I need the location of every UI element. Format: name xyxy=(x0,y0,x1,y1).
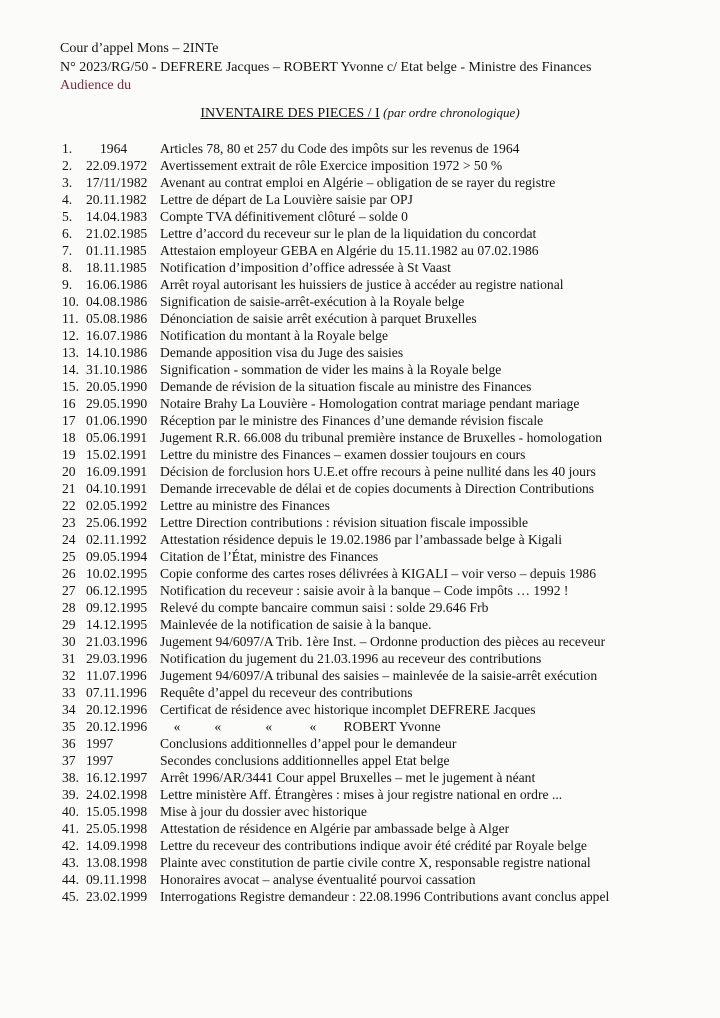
item-number: 30 xyxy=(62,634,76,649)
item-number: 5. xyxy=(62,209,73,224)
document-header xyxy=(60,40,591,96)
item-description: Relevé du compte bancaire commun saisi : solde 29.646 Frb xyxy=(160,600,489,615)
item-description: Attestation résidence depuis le 19.02.1986 par l’ambassade belge à Kigali xyxy=(160,532,563,547)
item-date: 14.10.1986 xyxy=(86,345,148,360)
item-date: 29.03.1996 xyxy=(86,651,148,666)
inventory-title xyxy=(0,105,720,122)
item-description: Attestation de résidence en Algérie par ambassade belge à Alger xyxy=(160,821,510,836)
list-item xyxy=(62,735,702,752)
item-date: 16.12.1997 xyxy=(86,770,148,785)
item-description: Notification du jugement du 21.03.1996 au receveur des contributions xyxy=(160,651,542,666)
item-description: Demande de révision de la situation fiscale au ministre des Finances xyxy=(160,379,532,394)
list-item xyxy=(62,565,702,582)
item-number: 34 xyxy=(62,702,76,717)
item-number: 29 xyxy=(62,617,76,632)
item-date: 05.08.1986 xyxy=(86,311,148,326)
list-item xyxy=(62,276,702,293)
item-number: 31 xyxy=(62,651,76,666)
item-description: Compte TVA définitivement clôturé – solde 0 xyxy=(160,209,408,224)
item-date: 16.06.1986 xyxy=(86,277,148,292)
item-description: Jugement 94/6097/A Trib. 1ère Inst. – Ordonne production des pièces au receveur xyxy=(160,634,606,649)
item-number: 38. xyxy=(62,770,79,785)
item-number: 3. xyxy=(62,175,73,190)
list-item xyxy=(62,854,702,871)
item-date: 02.11.1992 xyxy=(86,532,147,547)
item-description: Décision de forclusion hors U.E.et offre recours à peine nullité dans les 40 jours xyxy=(160,464,596,479)
list-item xyxy=(62,395,702,412)
list-item xyxy=(62,616,702,633)
list-item xyxy=(62,157,702,174)
item-number: 33 xyxy=(62,685,76,700)
item-number: 17 xyxy=(62,413,76,428)
list-item xyxy=(62,446,702,463)
item-number: 21 xyxy=(62,481,76,496)
list-item xyxy=(62,667,702,684)
item-number: 40. xyxy=(62,804,79,819)
item-date: 14.12.1995 xyxy=(86,617,148,632)
item-date: 05.06.1991 xyxy=(86,430,148,445)
item-number: 24 xyxy=(62,532,76,547)
item-description: Jugement 94/6097/A tribunal des saisies – mainlevée de la saisie-arrêt exécution xyxy=(160,668,598,683)
item-description: Certificat de résidence avec historique incomplet DEFRERE Jacques xyxy=(160,702,536,717)
item-number: 35 xyxy=(62,719,76,734)
item-description: Avertissement extrait de rôle Exercice imposition 1972 > 50 % xyxy=(160,158,503,173)
item-number: 11. xyxy=(62,311,79,326)
item-date: 02.05.1992 xyxy=(86,498,148,513)
item-date: 25.05.1998 xyxy=(86,821,148,836)
item-date: 17/11/1982 xyxy=(86,175,148,190)
item-description: Copie conforme des cartes roses délivrées à KIGALI – voir verso – depuis 1986 xyxy=(160,566,597,581)
item-date: 25.06.1992 xyxy=(86,515,148,530)
item-date: 1997 xyxy=(86,736,114,751)
item-number: 36 xyxy=(62,736,76,751)
list-item xyxy=(62,293,702,310)
list-item xyxy=(62,531,702,548)
item-date: 01.06.1990 xyxy=(86,413,148,428)
item-number: 10. xyxy=(62,294,79,309)
list-item xyxy=(62,208,702,225)
item-number: 14. xyxy=(62,362,79,377)
list-item xyxy=(62,378,702,395)
item-date: 14.09.1998 xyxy=(86,838,148,853)
list-item xyxy=(62,242,702,259)
item-date: 11.07.1996 xyxy=(86,668,147,683)
list-item xyxy=(62,599,702,616)
list-item xyxy=(62,582,702,599)
item-number: 15. xyxy=(62,379,79,394)
item-number: 6. xyxy=(62,226,73,241)
item-date: 20.05.1990 xyxy=(86,379,148,394)
list-item xyxy=(62,786,702,803)
item-description: Secondes conclusions additionnelles appel Etat belge xyxy=(160,753,450,768)
item-number: 32 xyxy=(62,668,76,683)
item-number: 23 xyxy=(62,515,76,530)
list-item xyxy=(62,259,702,276)
item-description: Mainlevée de la notification de saisie à la banque. xyxy=(160,617,432,632)
item-number: 44. xyxy=(62,872,79,887)
item-date: 15.05.1998 xyxy=(86,804,148,819)
item-description: Articles 78, 80 et 257 du Code des impôts sur les revenus de 1964 xyxy=(160,141,520,156)
list-item xyxy=(62,888,702,905)
item-description: Signification - sommation de vider les mains à la Royale belge xyxy=(160,362,502,377)
item-description: Attestaion employeur GEBA en Algérie du 15.11.1982 au 07.02.1986 xyxy=(160,243,539,258)
item-number: 18 xyxy=(62,430,76,445)
list-item xyxy=(62,174,702,191)
list-item xyxy=(62,191,702,208)
item-number: 26 xyxy=(62,566,76,581)
item-number: 13. xyxy=(62,345,79,360)
item-date: 09.12.1995 xyxy=(86,600,148,615)
item-date: 10.02.1995 xyxy=(86,566,148,581)
list-item xyxy=(62,514,702,531)
item-date: 1964 xyxy=(100,141,128,156)
item-description: Lettre ministère Aff. Étrangères : mises à jour registre national en ordre ... xyxy=(160,787,563,802)
list-item xyxy=(62,752,702,769)
item-date: 15.02.1991 xyxy=(86,447,148,462)
item-date: 07.11.1996 xyxy=(86,685,147,700)
item-description: Notaire Brahy La Louvière - Homologation contrat mariage pendant mariage xyxy=(160,396,580,411)
item-number: 12. xyxy=(62,328,79,343)
list-item xyxy=(62,412,702,429)
item-number: 7. xyxy=(62,243,73,258)
list-item xyxy=(62,701,702,718)
item-number: 22 xyxy=(62,498,76,513)
inventory-title-sub: (par ordre chronologique) xyxy=(383,105,520,120)
item-number: 4. xyxy=(62,192,73,207)
list-item xyxy=(62,463,702,480)
list-item xyxy=(62,310,702,327)
item-date: 04.10.1991 xyxy=(86,481,148,496)
item-description: Conclusions additionnelles d’appel pour le demandeur xyxy=(160,736,457,751)
item-description: Citation de l’État, ministre des Finances xyxy=(160,549,379,564)
item-description: Interrogations Registre demandeur : 22.08.1996 Contributions avant conclus appel xyxy=(160,889,610,904)
item-description: Lettre d’accord du receveur sur le plan de la liquidation du concordat xyxy=(160,226,537,241)
item-description: « « « « ROBERT Yvonne xyxy=(160,719,441,734)
item-description: Notification d’imposition d’office adressée à St Vaast xyxy=(160,260,451,275)
item-description: Mise à jour du dossier avec historique xyxy=(160,804,367,819)
list-item xyxy=(62,327,702,344)
list-item xyxy=(62,225,702,242)
inventory-title-main: INVENTAIRE DES PIECES / I xyxy=(200,106,380,121)
item-number: 28 xyxy=(62,600,76,615)
item-date: 14.04.1983 xyxy=(86,209,148,224)
list-item xyxy=(62,803,702,820)
item-description: Lettre du ministre des Finances – examen dossier toujours en cours xyxy=(160,447,526,462)
item-number: 8. xyxy=(62,260,73,275)
item-date: 20.12.1996 xyxy=(86,719,148,734)
list-item xyxy=(62,361,702,378)
item-number: 43. xyxy=(62,855,79,870)
item-description: Honoraires avocat – analyse éventualité pourvoi cassation xyxy=(160,872,476,887)
item-number: 9. xyxy=(62,277,73,292)
item-number: 25 xyxy=(62,549,76,564)
item-number: 42. xyxy=(62,838,79,853)
inventory-list xyxy=(62,140,702,905)
item-number: 45. xyxy=(62,889,79,904)
item-number: 37 xyxy=(62,753,76,768)
item-description: Jugement R.R. 66.008 du tribunal première instance de Bruxelles - homologation xyxy=(160,430,603,445)
item-date: 20.11.1982 xyxy=(86,192,147,207)
item-description: Lettre du receveur des contributions indique avoir été crédité par Royale belge xyxy=(160,838,587,853)
item-date: 04.08.1986 xyxy=(86,294,148,309)
item-number: 1. xyxy=(62,141,73,156)
item-description: Signification de saisie-arrêt-exécution à la Royale belge xyxy=(160,294,465,309)
case-reference: N° 2023/RG/50 - DEFRERE Jacques – ROBERT Yvonne c/ Etat belge - Ministre des Finances xyxy=(60,59,592,75)
item-description: Arrêt 1996/AR/3441 Cour appel Bruxelles – met le jugement à néant xyxy=(160,770,536,785)
item-date: 29.05.1990 xyxy=(86,396,148,411)
item-description: Requête d’appel du receveur des contributions xyxy=(160,685,413,700)
item-date: 16.07.1986 xyxy=(86,328,148,343)
item-date: 09.11.1998 xyxy=(86,872,147,887)
item-date: 1997 xyxy=(86,753,114,768)
item-description: Dénonciation de saisie arrêt exécution à parquet Bruxelles xyxy=(160,311,477,326)
list-item xyxy=(62,769,702,786)
list-item xyxy=(62,871,702,888)
item-date: 22.09.1972 xyxy=(86,158,148,173)
list-item xyxy=(62,548,702,565)
court-name: Cour d’appel Mons – 2INTe xyxy=(60,41,219,56)
item-date: 18.11.1985 xyxy=(86,260,147,275)
item-description: Plainte avec constitution de partie civile contre X, responsable registre national xyxy=(160,855,591,870)
item-description: Demande apposition visa du Juge des saisies xyxy=(160,345,404,360)
list-item xyxy=(62,429,702,446)
item-date: 21.03.1996 xyxy=(86,634,148,649)
item-description: Lettre de départ de La Louvière saisie par OPJ xyxy=(160,192,413,207)
item-date: 13.08.1998 xyxy=(86,855,148,870)
list-item xyxy=(62,820,702,837)
item-number: 20 xyxy=(62,464,76,479)
item-date: 24.02.1998 xyxy=(86,787,148,802)
list-item xyxy=(62,633,702,650)
list-item xyxy=(62,684,702,701)
item-date: 16.09.1991 xyxy=(86,464,148,479)
item-number: 27 xyxy=(62,583,76,598)
item-number: 39. xyxy=(62,787,79,802)
item-number: 41. xyxy=(62,821,79,836)
item-description: Notification du montant à la Royale belge xyxy=(160,328,389,343)
list-item xyxy=(62,344,702,361)
item-number: 19 xyxy=(62,447,76,462)
list-item xyxy=(62,837,702,854)
item-number: 2. xyxy=(62,158,73,173)
item-description: Lettre Direction contributions : révision situation fiscale impossible xyxy=(160,515,529,530)
item-date: 20.12.1996 xyxy=(86,702,148,717)
list-item xyxy=(62,497,702,514)
list-item xyxy=(62,650,702,667)
item-description: Demande irrecevable de délai et de copies documents à Direction Contributions xyxy=(160,481,595,496)
item-description: Arrêt royal autorisant les huissiers de justice à accéder au registre national xyxy=(160,277,564,292)
item-date: 06.12.1995 xyxy=(86,583,148,598)
list-item xyxy=(62,140,702,157)
item-description: Lettre au ministre des Finances xyxy=(160,498,330,513)
item-date: 09.05.1994 xyxy=(86,549,148,564)
list-item xyxy=(62,718,702,735)
audience-label: Audience du xyxy=(60,78,132,93)
item-description: Réception par le ministre des Finances d’une demande révision fiscale xyxy=(160,413,544,428)
item-number: 16 xyxy=(62,396,76,411)
item-description: Notification du receveur : saisie avoir à la banque – Code impôts … 1992 ! xyxy=(160,583,569,598)
item-date: 23.02.1999 xyxy=(86,889,148,904)
item-description: Avenant au contrat emploi en Algérie – obligation de se rayer du registre xyxy=(160,175,556,190)
item-date: 21.02.1985 xyxy=(86,226,148,241)
list-item xyxy=(62,480,702,497)
item-date: 31.10.1986 xyxy=(86,362,148,377)
item-date: 01.11.1985 xyxy=(86,243,147,258)
